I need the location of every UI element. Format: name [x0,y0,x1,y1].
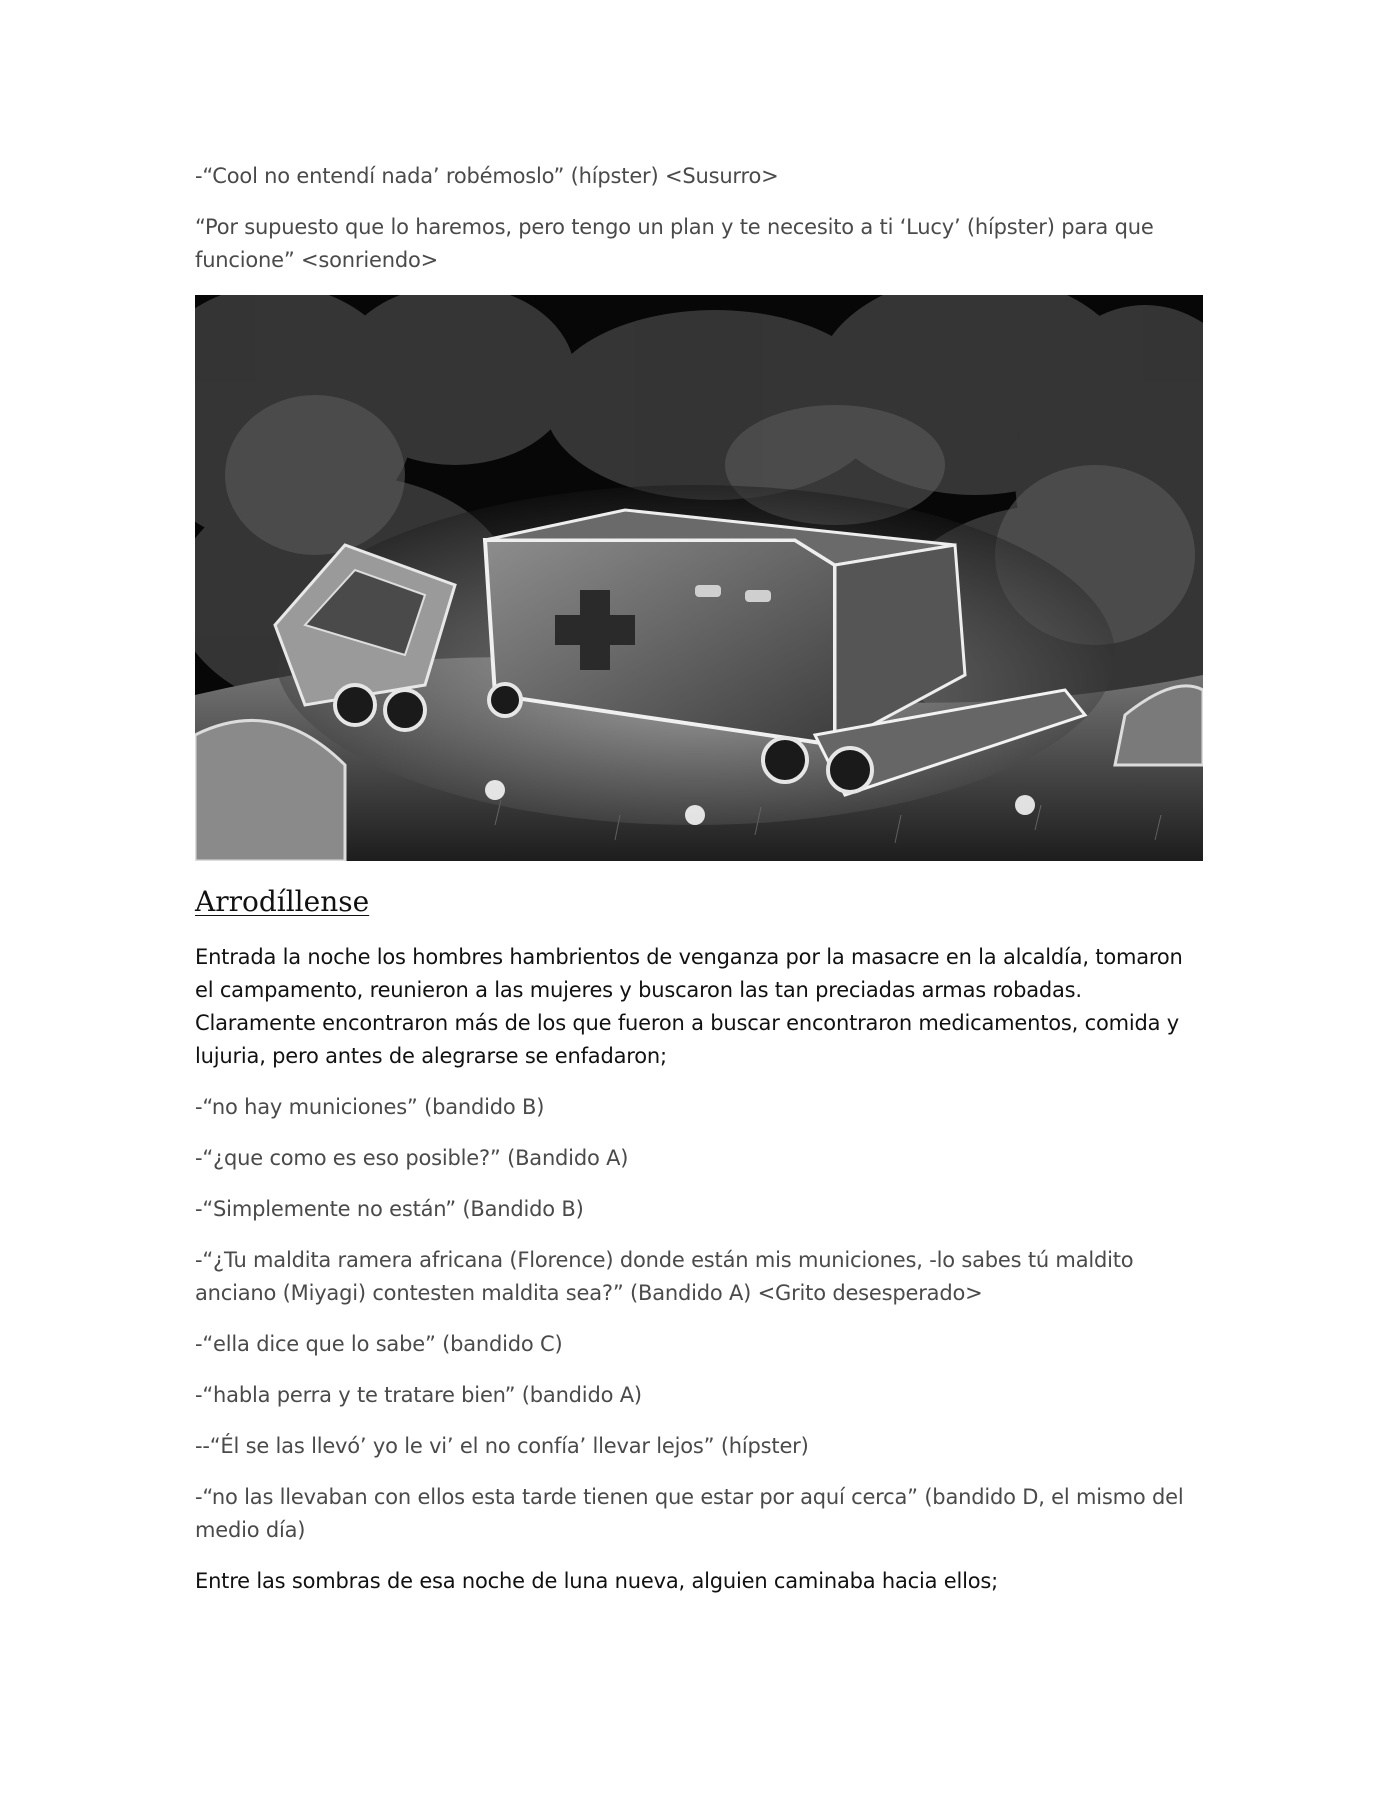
dialogue-line-1: -“no hay municiones” (bandido B) [195,1095,545,1119]
trailer-truck-night-illustration [195,295,1203,861]
intro-line-1: -“Cool no entendí nada’ robémoslo” (hípster) <Susurro> [195,164,779,188]
intro-line-2: “Por supuesto que lo haremos, pero tengo un plan y te necesito a ti ‘Lucy’ (hípster) para que funcione” <sonriendo> [195,215,1154,272]
closing-paragraph: Entre las sombras de esa noche de luna nueva, alguien caminaba hacia ellos; [195,1569,999,1593]
dialogue-line-3: -“Simplemente no están” (Bandido B) [195,1197,584,1221]
dialogue-line-7: --“Él se las llevó’ yo le vi’ el no confía’ llevar lejos” (hípster) [195,1434,809,1458]
dialogue-line-6: -“habla perra y te tratare bien” (bandido A) [195,1383,642,1407]
section-heading: Arrodíllense [195,885,370,918]
section-paragraph: Entrada la noche los hombres hambrientos de venganza por la masacre en la alcaldía, tomaron el campamento, reunieron a las mujeres y buscaron las tan preciadas armas robadas. Claramente encontraron más de los que fueron a buscar encontraron medicamentos, comida y lujuria, pero antes de alegrarse se enfadaron; [195,945,1183,1068]
dialogue-line-4: -“¿Tu maldita ramera africana (Florence) donde están mis municiones, -lo sabes tú maldito anciano (Miyagi) contesten maldita sea?” (Bandido A) <Grito desesperado> [195,1248,1134,1305]
dialogue-line-2: -“¿que como es eso posible?” (Bandido A) [195,1146,629,1170]
dialogue-line-8: -“no las llevaban con ellos esta tarde tienen que estar por aquí cerca” (bandido D, el mismo del medio día) [195,1485,1184,1542]
document-page [195,160,1205,1616]
dialogue-line-5: -“ella dice que lo sabe” (bandido C) [195,1332,563,1356]
